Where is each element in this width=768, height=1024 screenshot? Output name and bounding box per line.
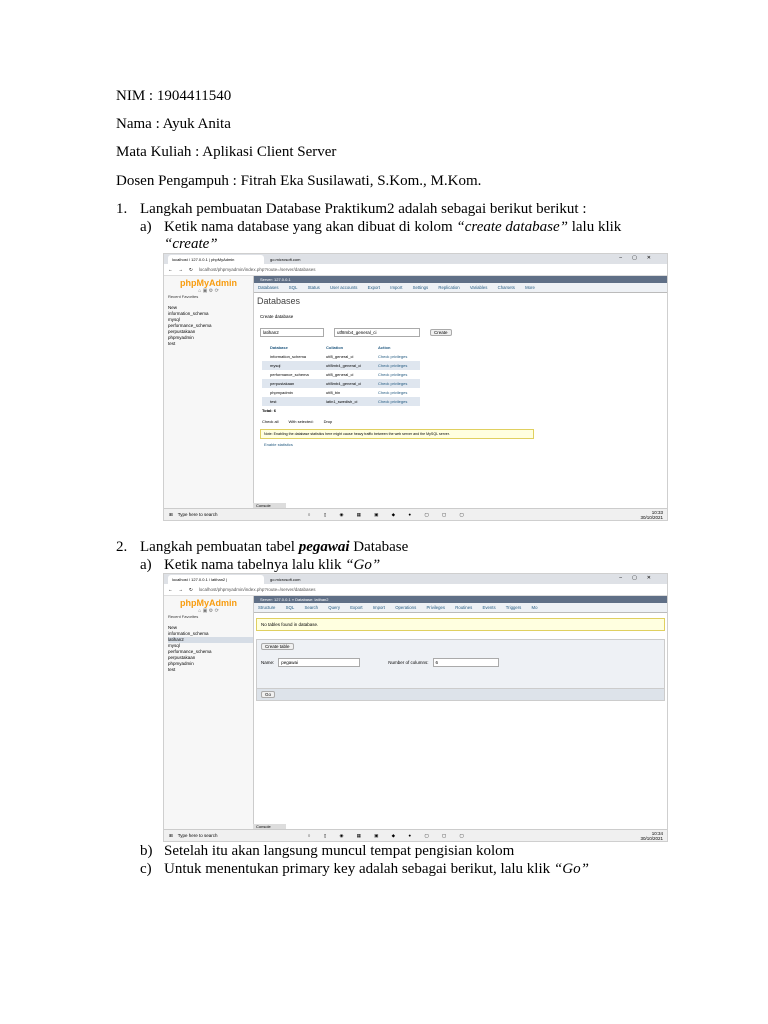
notice-box: No tables found in database. xyxy=(256,618,665,631)
windows-taskbar xyxy=(164,508,667,520)
console-tab[interactable]: Console xyxy=(253,503,286,509)
forward-icon[interactable]: → xyxy=(178,587,183,592)
tree-item[interactable]: perpustakaan xyxy=(168,329,196,334)
menu-more[interactable]: Mo xyxy=(531,605,538,610)
db-tree xyxy=(164,305,253,347)
tree-item[interactable]: New xyxy=(168,305,178,310)
address-bar[interactable]: localhost/phpmyadmin/index.php?route=/server/databases xyxy=(198,587,316,592)
tree-item[interactable]: mysql xyxy=(168,317,180,322)
tree-item[interactable]: phpmyadmin xyxy=(168,661,194,666)
tree-item[interactable]: New xyxy=(168,625,178,630)
browser-tab-microsoft[interactable]: go.microsoft.com xyxy=(266,255,362,264)
table-header: Database Collation Action xyxy=(270,345,391,350)
window-controls[interactable]: –▢✕ xyxy=(619,255,661,261)
table-row[interactable]: phpmyadmin utf8_bin Check privileges xyxy=(262,388,420,397)
nim-line: NIM : 1904411540 xyxy=(116,88,232,104)
menu-user-accounts[interactable]: User accounts xyxy=(329,285,358,290)
tree-item[interactable]: mysql xyxy=(168,643,180,648)
table-row[interactable]: performance_schema utf8_general_ci Check privileges xyxy=(262,370,420,379)
tree-item[interactable]: test xyxy=(168,667,176,672)
menu-variables[interactable]: Variables xyxy=(469,285,488,290)
screenshot-create-database xyxy=(163,253,668,521)
menu-query[interactable]: Query xyxy=(328,605,340,610)
server-breadcrumb[interactable]: Server: 127.0.0.1 xyxy=(254,276,667,283)
menu-settings[interactable]: Settings xyxy=(412,285,429,290)
step-2c-text: Untuk menentukan primary key adalah sebagai berikut, lalu klik “Go” xyxy=(164,861,589,877)
step-2a-text: Ketik nama tabelnya lalu klik “Go” xyxy=(164,557,381,573)
menu-replication[interactable]: Replication xyxy=(438,285,460,290)
step-1a-text: Ketik nama database yang akan dibuat di kolom “create database” lalu klik xyxy=(164,219,622,235)
menu-routines[interactable]: Routines xyxy=(455,605,473,610)
window-controls[interactable]: –▢✕ xyxy=(619,575,661,581)
databases-table xyxy=(262,343,420,415)
step-2c-label: c) xyxy=(140,861,152,877)
mata-kuliah-line: Mata Kuliah : Aplikasi Client Server xyxy=(116,144,337,160)
menu-triggers[interactable]: Triggers xyxy=(505,605,522,610)
menu-charsets[interactable]: Charsets xyxy=(497,285,515,290)
recent-favorites[interactable]: Recent Favorites xyxy=(168,614,199,619)
menu-privileges[interactable]: Privileges xyxy=(426,605,446,610)
top-menu xyxy=(254,603,667,613)
db-tree xyxy=(164,625,253,673)
taskbar-apps[interactable]: ○ ▯ ◉ ▦ ▣ ◆ ● ▢ ▢ ▢ xyxy=(307,511,470,517)
menu-search[interactable]: Search xyxy=(304,605,319,610)
console-tab[interactable]: Console xyxy=(253,824,286,830)
menu-more[interactable]: More xyxy=(525,285,535,290)
columns-label: Number of columns: xyxy=(388,660,429,665)
server-breadcrumb[interactable]: Server: 127.0.0.1 » Database: latihan2 xyxy=(254,596,667,603)
menu-export[interactable]: Export xyxy=(350,605,363,610)
top-menu xyxy=(254,283,667,293)
note-box: Note: Enabling the database statistics here might cause heavy traffic between the web server and the MySQL server. xyxy=(260,429,534,439)
menu-operations[interactable]: Operations xyxy=(395,605,417,610)
menu-import[interactable]: Import xyxy=(372,605,385,610)
tree-item[interactable]: test xyxy=(168,341,176,346)
page-title: Databases xyxy=(257,296,301,306)
create-table-tab[interactable]: Create table xyxy=(261,643,294,650)
taskbar-apps[interactable]: ○ ▯ ◉ ▦ ▣ ◆ ● ▢ ▢ ▢ xyxy=(307,832,470,838)
step-2a-label: a) xyxy=(140,557,152,573)
tree-item[interactable]: information_schema xyxy=(168,311,209,316)
step-2b-text: Setelah itu akan langsung muncul tempat pengisian kolom xyxy=(164,843,515,859)
step-1-number: 1. xyxy=(116,201,128,217)
db-name-input[interactable]: latihan2 xyxy=(260,328,324,337)
taskbar-search[interactable]: Type here to search xyxy=(177,512,218,517)
drop-button[interactable]: Drop xyxy=(323,419,333,424)
pma-sidebar xyxy=(164,596,254,831)
sidebar-icon-row[interactable]: ⌂ ▣ ⚙ ⟳ xyxy=(198,288,219,294)
enable-statistics-link[interactable]: Enable statistics xyxy=(264,442,293,447)
columns-input[interactable]: 6 xyxy=(433,658,499,667)
browser-tab-phpmyadmin[interactable]: localhost / 127.0.0.1 | phpMyAdmin xyxy=(168,255,264,264)
menu-sql[interactable]: SQL xyxy=(285,605,295,610)
windows-start-icon[interactable]: ⊞ xyxy=(169,511,173,517)
menu-sql[interactable]: SQL xyxy=(288,285,298,290)
reload-icon[interactable]: ↻ xyxy=(189,586,193,592)
browser-tab-phpmyadmin[interactable]: localhost / 127.0.0.1 / latihan2 | xyxy=(168,575,264,584)
menu-structure[interactable]: Structure xyxy=(258,605,276,610)
browser-tab-microsoft[interactable]: go.microsoft.com xyxy=(266,575,362,584)
step-2b-label: b) xyxy=(140,843,153,859)
table-name-input[interactable]: pegawai xyxy=(278,658,360,667)
reload-icon[interactable]: ↻ xyxy=(189,266,193,272)
recent-favorites[interactable]: Recent Favorites xyxy=(168,294,199,299)
total-count: Total: 6 xyxy=(262,408,276,413)
create-db-label: Create database xyxy=(260,314,294,319)
taskbar-search[interactable]: Type here to search xyxy=(177,833,218,838)
taskbar-clock[interactable]: 10:33 30/10/2021 xyxy=(640,509,663,520)
screenshot-create-table xyxy=(163,573,668,842)
menu-import[interactable]: Import xyxy=(390,285,403,290)
address-bar[interactable]: localhost/phpmyadmin/index.php?route=/server/databases xyxy=(198,267,316,272)
forward-icon[interactable]: → xyxy=(178,267,183,272)
windows-start-icon[interactable]: ⊞ xyxy=(169,832,173,838)
table-row[interactable]: mysql utf8mb4_general_ci Check privileges xyxy=(262,361,420,370)
step-2-text: Langkah pembuatan tabel pegawai Database xyxy=(140,539,409,555)
back-icon[interactable]: ← xyxy=(168,267,173,272)
collation-select[interactable]: utf8mb4_general_ci xyxy=(334,328,420,337)
pma-sidebar xyxy=(164,276,254,510)
name-label: Name: xyxy=(261,660,275,665)
tree-item[interactable]: performance_schema xyxy=(168,323,212,328)
tree-item[interactable]: information_schema xyxy=(168,631,209,636)
table-row[interactable]: test latin1_swedish_ci Check privileges xyxy=(262,397,420,406)
create-table-panel xyxy=(256,639,665,689)
step-1-text: Langkah pembuatan Database Praktikum2 adalah sebagai berikut berikut : xyxy=(140,201,587,217)
phpmyadmin-logo: phpMyAdmin xyxy=(180,598,237,608)
windows-taskbar xyxy=(164,829,667,841)
sidebar-icon-row[interactable]: ⌂ ▣ ⚙ ⟳ xyxy=(198,608,219,614)
dosen-line: Dosen Pengampuh : Fitrah Eka Susilawati, S.Kom., M.Kom. xyxy=(116,173,482,189)
step-2-number: 2. xyxy=(116,539,128,555)
menu-export[interactable]: Export xyxy=(367,285,381,290)
nama-line: Nama : Ayuk Anita xyxy=(116,116,231,132)
tree-item[interactable]: phpmyadmin xyxy=(168,335,194,340)
step-1a-text-line2: “create” xyxy=(164,236,218,252)
check-all[interactable]: Check all xyxy=(262,419,279,424)
table-row[interactable]: information_schema utf8_general_ci Check privileges xyxy=(262,352,420,361)
table-row[interactable]: perpustakaan utf8mb4_general_ci Check privileges xyxy=(262,379,420,388)
tree-item[interactable]: latihan2 xyxy=(168,637,253,643)
menu-events[interactable]: Events xyxy=(482,605,496,610)
menu-status[interactable]: Status xyxy=(307,285,320,290)
tree-item[interactable]: performance_schema xyxy=(168,649,212,654)
go-button[interactable]: Go xyxy=(261,691,275,698)
create-button[interactable]: Create xyxy=(430,329,452,336)
tree-item[interactable]: perpustakaan xyxy=(168,655,196,660)
step-1a-label: a) xyxy=(140,219,152,235)
back-icon[interactable]: ← xyxy=(168,587,173,592)
taskbar-clock[interactable]: 10:34 30/10/2021 xyxy=(640,830,663,841)
with-selected-label: With selected: xyxy=(288,419,314,424)
menu-databases[interactable]: Databases xyxy=(258,285,279,290)
phpmyadmin-logo: phpMyAdmin xyxy=(180,278,237,288)
